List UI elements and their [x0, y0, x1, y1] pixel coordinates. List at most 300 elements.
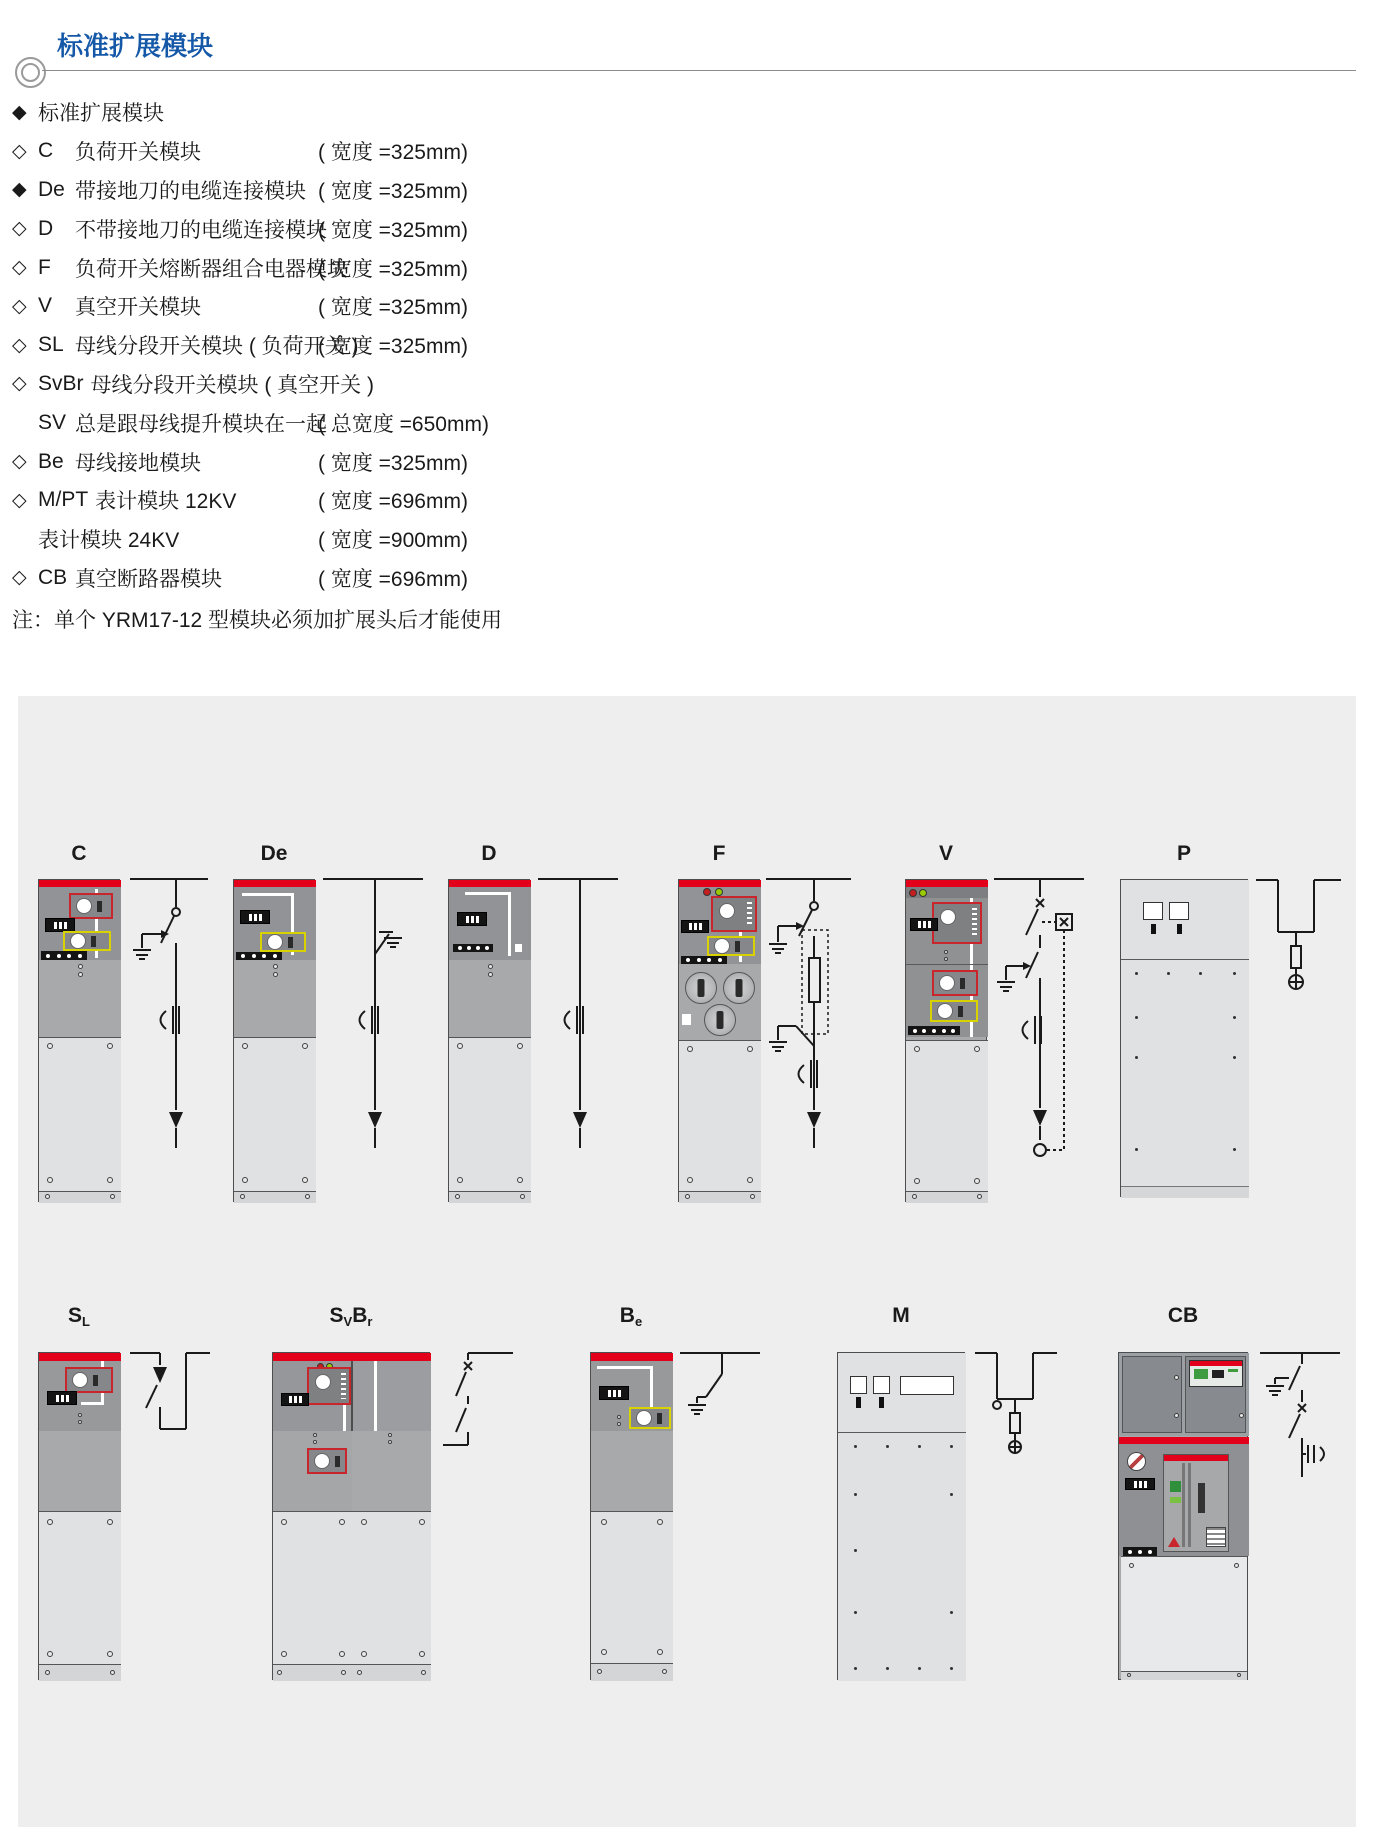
rivet [950, 1611, 953, 1614]
fuse-slot [717, 1011, 724, 1029]
cabinet-F [678, 879, 760, 1202]
base-strip [591, 1663, 673, 1681]
cable-compartment-door [906, 1040, 988, 1191]
red-strip [591, 1353, 673, 1361]
schematic-drawing-p [1256, 874, 1341, 1024]
module-name: 负荷开关熔断器组合电器模块 [75, 257, 348, 281]
breaker-grille [1206, 1527, 1226, 1547]
screw [747, 1046, 753, 1052]
dial-knob [719, 903, 735, 919]
control-section [352, 1361, 431, 1431]
screw [520, 1194, 525, 1199]
rivet [1167, 972, 1170, 975]
base-strip [449, 1191, 531, 1203]
screw [78, 1413, 82, 1417]
module-code: CB [38, 565, 68, 589]
rivet [886, 1445, 889, 1448]
screw [388, 1440, 392, 1444]
voltage-indicator [1123, 1547, 1157, 1556]
filled-diamond-icon: ◆ [12, 179, 27, 201]
module-label-text: B [352, 1304, 368, 1327]
module-width: ( 宽度 =325mm) [318, 335, 468, 359]
screw [488, 972, 493, 977]
schematic-drawing-f [766, 874, 851, 1174]
screw [517, 1043, 523, 1049]
red-strip [1119, 1437, 1249, 1444]
dial-knob [267, 934, 283, 950]
module-width: ( 宽度 =696mm) [318, 567, 468, 591]
header-rule [42, 70, 1356, 71]
red-strip [679, 880, 761, 887]
screw [944, 957, 948, 961]
module-code: M/PT [38, 488, 89, 512]
schematic-SL [130, 1347, 210, 1457]
switch-actuator-yellow [63, 931, 111, 951]
module-code: V [38, 294, 53, 318]
rivet [1199, 972, 1202, 975]
module-name: 不带接地刀的电缆连接模块 [75, 218, 327, 242]
red-strip [906, 880, 988, 887]
list-item [12, 442, 772, 481]
module-label-text: V [343, 1314, 353, 1329]
cabinet-body [1121, 880, 1249, 1198]
cabinet-M [837, 1352, 965, 1680]
schematic-De [323, 874, 423, 1179]
screw [47, 1177, 53, 1183]
screw [78, 964, 83, 969]
cable-compartment-door [679, 1040, 761, 1191]
screw [273, 972, 278, 977]
rivet [950, 1493, 953, 1496]
note-text: 注：单个 YRM17-12 型模块必须加扩展头后才能使用 [12, 609, 503, 632]
schematic-drawing-d [538, 874, 618, 1174]
screw [601, 1519, 607, 1525]
screw [242, 1043, 248, 1049]
indicator-green [715, 888, 723, 896]
module-label-De [261, 842, 288, 866]
rivet [918, 1667, 921, 1670]
module-name: 母线接地模块 [75, 451, 201, 475]
list-item [12, 520, 772, 559]
cabinet-CB [1118, 1352, 1248, 1680]
screw [488, 964, 493, 969]
module-label-F [713, 842, 726, 866]
cabinet-SL [38, 1352, 120, 1680]
dial-knob [940, 909, 956, 925]
breaker-module [1163, 1454, 1229, 1552]
list-item [12, 171, 772, 210]
cable-compartment-door [273, 1511, 352, 1664]
module-label-text: M [892, 1304, 910, 1327]
divider [1121, 959, 1249, 960]
screw [974, 1178, 980, 1184]
position-indicator [599, 1386, 629, 1400]
base-strip [234, 1191, 316, 1203]
fuse-cover [685, 972, 717, 1004]
rivet [854, 1493, 857, 1496]
module-code: SV [38, 410, 67, 434]
module-label-V [939, 842, 953, 866]
dial-handle [97, 901, 102, 912]
red-strip [234, 880, 316, 887]
rivet [950, 1445, 953, 1448]
schematic-CB [1260, 1347, 1340, 1517]
list-item [12, 132, 772, 171]
module-name: 真空断路器模块 [75, 567, 222, 591]
rivet [1233, 1148, 1236, 1151]
indicator-green [919, 889, 927, 897]
module-label-text: L [82, 1314, 90, 1329]
open-diamond-icon: ◇ [12, 489, 27, 511]
schematic-drawing-m [975, 1347, 1057, 1482]
bus-line [465, 892, 511, 895]
meter-mark [879, 1397, 884, 1408]
screw [110, 1670, 115, 1675]
cable-compartment-door [39, 1037, 121, 1191]
dial-knob [314, 1453, 330, 1469]
screw [1234, 1563, 1239, 1568]
screw [242, 1177, 248, 1183]
base-strip [352, 1664, 431, 1681]
voltage-indicator [908, 1026, 960, 1035]
position-indicator [1125, 1478, 1155, 1490]
switch-actuator-yellow [629, 1407, 671, 1429]
bus-line [650, 1366, 653, 1412]
fuse-slot [698, 979, 705, 997]
ring-icon [15, 57, 46, 88]
dial-knob [636, 1410, 652, 1426]
schematic-drawing-v [994, 874, 1084, 1179]
screw [457, 1177, 463, 1183]
voltage-indicator [453, 944, 493, 952]
module-code: SvBr [38, 371, 84, 395]
schematic-drawing-cb [1260, 1347, 1340, 1512]
dial-handle [960, 978, 965, 989]
screw [1129, 1563, 1134, 1568]
screw [47, 1043, 53, 1049]
stripe-marks [341, 1373, 346, 1399]
bus-line [81, 1402, 104, 1405]
screw [977, 1194, 982, 1199]
dial-knob [714, 938, 730, 954]
screw [419, 1651, 425, 1657]
screw [974, 1046, 980, 1052]
relay-keys [1212, 1370, 1224, 1378]
screw [517, 1177, 523, 1183]
screw [662, 1669, 667, 1674]
base-strip [39, 1664, 121, 1681]
screw [687, 1046, 693, 1052]
position-indicator [457, 912, 487, 926]
rivet [950, 1667, 953, 1670]
module-label-SL [68, 1304, 90, 1329]
list-item [12, 403, 772, 442]
switch-actuator-red [932, 970, 978, 996]
position-indicator [240, 910, 270, 924]
module-code: D [38, 216, 54, 240]
screw [361, 1651, 367, 1657]
meter-display-wide [900, 1376, 954, 1395]
breaker-column [1182, 1463, 1185, 1547]
dial-handle [91, 936, 96, 947]
fuse-cover [704, 1004, 736, 1036]
screw [1237, 1673, 1241, 1677]
marker [515, 944, 522, 952]
base-strip [679, 1191, 761, 1203]
module-label-C [71, 842, 86, 866]
module-label-M [892, 1304, 910, 1328]
voltage-indicator [681, 956, 727, 964]
bus-line [242, 893, 294, 896]
cable-compartment-door [591, 1511, 673, 1663]
position-indicator [47, 1391, 77, 1405]
dial-knob [72, 1372, 88, 1388]
position-indicator [45, 918, 75, 932]
rivet [918, 1445, 921, 1448]
module-width: ( 宽度 =325mm) [318, 296, 468, 320]
breaker-handle [1198, 1483, 1205, 1513]
open-diamond-icon: ◇ [12, 451, 27, 473]
module-code: F [38, 255, 51, 279]
module-label-P [1177, 842, 1191, 866]
screw [657, 1649, 663, 1655]
stripe-marks [972, 908, 977, 937]
schematic-drawing-c [130, 874, 208, 1174]
cabinet-Be [590, 1352, 672, 1680]
schematic-drawing-be [680, 1347, 760, 1452]
rivet [1233, 1016, 1236, 1019]
switch-actuator-red [65, 1367, 113, 1393]
schematic-drawing-de [323, 874, 423, 1174]
screw [339, 1519, 345, 1525]
module-label-text: F [712, 842, 726, 865]
screw [597, 1669, 602, 1674]
meter-mark [856, 1397, 861, 1408]
screw [107, 1043, 113, 1049]
screw [912, 1194, 917, 1199]
switch-actuator-yellow [930, 1000, 978, 1022]
screw [313, 1433, 317, 1437]
list-item [12, 481, 772, 520]
module-name: 真空开关模块 [75, 296, 201, 320]
screw [281, 1651, 287, 1657]
meter-window [1143, 902, 1163, 920]
base-strip [39, 1191, 121, 1203]
fuse-cover [723, 972, 755, 1004]
rivet [1135, 1056, 1138, 1059]
rivet [854, 1445, 857, 1448]
module-width: ( 宽度 =325mm) [318, 257, 468, 281]
module-name: 标准扩展模块 [38, 102, 164, 126]
screw [78, 1420, 82, 1424]
switch-actuator-yellow [707, 936, 755, 956]
page-title: 标准扩展模块 [57, 31, 214, 61]
screw [281, 1519, 287, 1525]
switch-actuator-red [307, 1448, 347, 1474]
bus-line [508, 892, 511, 956]
meter-window [850, 1376, 867, 1394]
switch-actuator-red [932, 902, 982, 944]
cable-compartment-door [449, 1037, 531, 1191]
screw [273, 964, 278, 969]
module-label-text: P [1176, 842, 1192, 865]
red-strip [39, 1353, 121, 1361]
module-label-text: CB [1167, 1304, 1199, 1327]
base-strip [1121, 1186, 1249, 1198]
voltage-indicator [236, 952, 282, 960]
cabinet-SvBr [272, 1352, 430, 1680]
schematic-M [975, 1347, 1057, 1487]
open-diamond-icon: ◇ [12, 334, 27, 356]
dial-handle [657, 1413, 662, 1424]
module-width: ( 宽度 =325mm) [318, 179, 468, 203]
meter-mark [1177, 924, 1182, 934]
marker [682, 1014, 691, 1025]
rivet [854, 1549, 857, 1552]
dial-handle [288, 937, 293, 948]
module-label-text: V [938, 842, 954, 865]
module-label-text: r [367, 1314, 373, 1329]
screw [657, 1519, 663, 1525]
relay-display [1194, 1369, 1208, 1379]
screw [339, 1651, 345, 1657]
screw [110, 1194, 115, 1199]
module-name: 母线分段开关模块 ( 真空开关 ) [90, 373, 375, 397]
breaker-indicator [1170, 1481, 1181, 1492]
module-width: ( 宽度 =325mm) [318, 218, 468, 242]
module-label-text: B [619, 1304, 635, 1327]
module-name: 表计模块 24KV [38, 529, 180, 553]
module-label-text: C [71, 842, 87, 865]
cabinet-V [905, 879, 987, 1202]
screw [45, 1194, 50, 1199]
module-label-CB [1168, 1304, 1198, 1328]
red-strip [39, 880, 121, 887]
meter-window [873, 1376, 890, 1394]
schematic-C [130, 874, 208, 1179]
mid-section [39, 1431, 121, 1511]
module-label-text: D [481, 842, 497, 865]
screw [341, 1670, 346, 1675]
rivet [1135, 1148, 1138, 1151]
screw [47, 1651, 53, 1657]
screw [240, 1194, 245, 1199]
list-item [12, 559, 772, 598]
screw [47, 1519, 53, 1525]
list-item [12, 248, 772, 287]
module-width: ( 总宽度 =650mm) [318, 412, 489, 436]
screw [944, 950, 948, 954]
schematic-F [766, 874, 851, 1179]
diagram-panel [18, 696, 1356, 1827]
screw [750, 1194, 755, 1199]
bus-line [597, 1366, 653, 1369]
screw [1174, 1413, 1179, 1418]
screw [601, 1649, 607, 1655]
rivet [854, 1667, 857, 1670]
screw [357, 1670, 362, 1675]
switch-actuator-red [307, 1367, 351, 1405]
module-label-text: S [68, 1304, 83, 1327]
dial-knob [76, 898, 92, 914]
module-width: ( 宽度 =696mm) [318, 490, 468, 514]
indicator-red [703, 888, 711, 896]
base-strip [1121, 1671, 1247, 1680]
voltage-indicator [41, 951, 87, 960]
module-label-text: e [634, 1314, 643, 1329]
switch-actuator-red [711, 896, 757, 932]
module-label-Be [620, 1304, 642, 1329]
dial-handle [335, 1456, 340, 1467]
screw [457, 1043, 463, 1049]
ring-inner-icon [21, 63, 40, 82]
screw [685, 1194, 690, 1199]
screw [277, 1670, 282, 1675]
relay-led [1228, 1369, 1238, 1372]
screw [617, 1415, 621, 1419]
screw [78, 972, 83, 977]
rivet [1135, 1016, 1138, 1019]
warning-triangle [1168, 1537, 1180, 1547]
module-name: 带接地刀的电缆连接模块 [75, 179, 306, 203]
screw [361, 1519, 367, 1525]
cable-compartment-door [234, 1037, 316, 1191]
position-indicator [681, 920, 709, 933]
module-name: 母线分段开关模块 ( 负荷开关 ) [75, 335, 359, 359]
cabinet-P [1120, 879, 1248, 1197]
rivet [1233, 972, 1236, 975]
list-item [12, 93, 772, 132]
list-item [12, 287, 772, 326]
screw [107, 1177, 113, 1183]
breaker-red-strip [1164, 1455, 1228, 1461]
divider [906, 964, 988, 965]
module-code: De [38, 177, 65, 201]
open-diamond-icon: ◇ [12, 257, 27, 279]
cable-compartment-door [352, 1511, 431, 1664]
schematic-V [994, 874, 1084, 1184]
list-item [12, 209, 772, 248]
module-code: C [38, 139, 54, 163]
module-code: SL [38, 333, 64, 357]
screw [455, 1194, 460, 1199]
screw [302, 1043, 308, 1049]
switch-actuator-red [69, 893, 113, 919]
module-label-text: S [329, 1304, 344, 1327]
schematic-SvBr [443, 1347, 513, 1467]
breaker-column [1188, 1463, 1191, 1547]
screw [1127, 1673, 1131, 1677]
open-diamond-icon: ◇ [12, 140, 27, 162]
screw [388, 1433, 392, 1437]
screw [421, 1670, 426, 1675]
screw [107, 1519, 113, 1525]
red-strip [449, 880, 531, 887]
breaker-indicator [1170, 1497, 1181, 1503]
screw [687, 1177, 693, 1183]
screw [1239, 1413, 1244, 1418]
module-label-SvBr [330, 1304, 373, 1329]
screw [302, 1177, 308, 1183]
module-label-text: De [260, 842, 288, 865]
rivet [854, 1611, 857, 1614]
screw [107, 1651, 113, 1657]
schematic-P [1256, 874, 1341, 1029]
cabinet-D [448, 879, 530, 1202]
screw [45, 1670, 50, 1675]
module-label-D [481, 842, 496, 866]
screw [1174, 1375, 1179, 1380]
